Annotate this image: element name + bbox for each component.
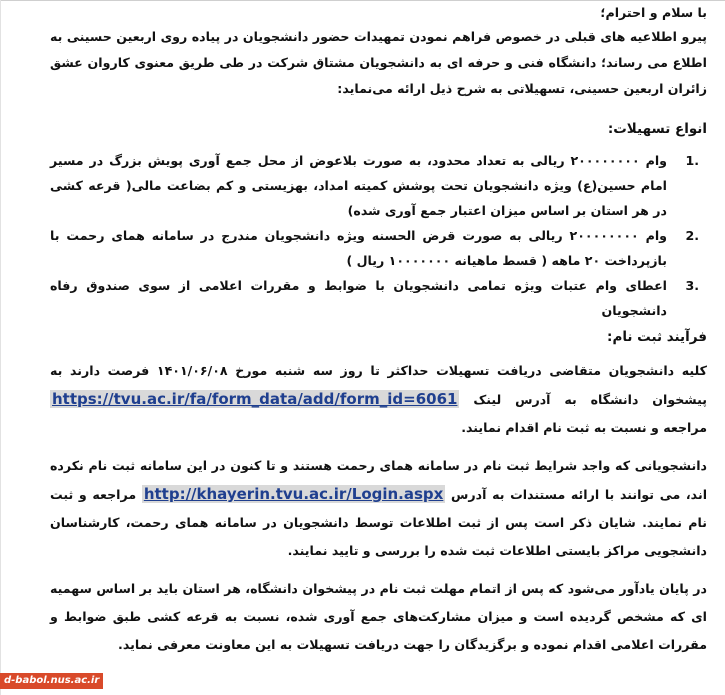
list-item-number: 3. xyxy=(685,278,699,293)
intro-paragraph: پیرو اطلاعیه های قبلی در خصوص فراهم نمودن تمهیدات حضور دانشجویان در پیاده روی اربعین حسینی به اطلاع می رساند؛ دانشگاه فنی و حرفه ای به دانشجویان مشتاق شرکت در طی طریق معنوی کاروان عشق زائران اربعین حسینی، تسهیلاتی به شرح ذیل ارائه می‌نماید: xyxy=(50,29,707,96)
khayerin-login-link[interactable]: http://khayerin.tvu.ac.ir/Login.aspx xyxy=(143,485,444,503)
facilities-list xyxy=(50,148,707,323)
list-item-text: اعطای وام عتبات ویژه تمامی دانشجویان با ضوابط و مقررات اعلامی از سوی صندوق رفاه دانشجویان xyxy=(50,278,667,318)
paragraph-text: دانشجویانی که واجد شرایط ثبت نام در سامانه همای رحمت هستند و تا کنون در این سامانه ثبت نام نکرده اند، می توانند با ارائه مستندات به آدرس xyxy=(50,458,708,502)
registration-heading: فرآیند ثبت نام: xyxy=(607,329,707,345)
paragraph-text: مراجعه و ثبت نام نمایند. شایان ذکر است پس از ثبت اطلاعات توسط دانشجویان در سامانه همای رحمت، کارشناسان دانشجویی مراکز بایستی اطلاعات ثبت شده را بررسی و تایید نمایند. xyxy=(50,487,707,558)
list-item-number: 1. xyxy=(685,153,699,168)
facilities-heading: انواع تسهیلات: xyxy=(607,121,707,137)
paragraph-text: مراجعه و نسبت به ثبت نام اقدام نمایند. xyxy=(461,420,707,435)
list-item-number: 2. xyxy=(685,228,699,243)
registration-paragraph-homaye-rahmat xyxy=(50,452,707,565)
list-item xyxy=(50,223,707,273)
list-item xyxy=(50,273,707,323)
paragraph-text: کلیه دانشجویان متقاضی دریافت تسهیلات حداکثر تا روز سه شنبه مورخ ۱۴۰۱/۰۶/۰۸ فرصت دارند به پیشخوان دانشگاه به آدرس لینک xyxy=(50,363,707,407)
registration-paragraph-closing: در پایان یادآور می‌شود که پس از اتمام مهلت ثبت نام در پیشخوان دانشگاه، هر استان باید بر اساس سهمیه ای که مشخص گردیده است و میزان مشارکت‌های جمع آوری شده، نسبت به قرعه کشی طبق ضوابط و مقررات اعلامی اقدام نموده و برگزیدگان را جهت دریافت تسهیلات به این معاونت معرفی نماید. xyxy=(50,581,707,652)
list-item-text: وام ۲۰۰۰۰۰۰۰۰ ریالی به تعداد محدود، به صورت بلاعوض از محل جمع آوری پویش بزرگ در مسیر امام حسین(ع) ویژه دانشجویان تحت پوشش کمیته امداد، بهزیستی و کم بضاعت مالی( قرعه کشی در هر استان بر اساس میزان اعتبار جمع آوری شده) xyxy=(50,153,667,218)
list-item-text: وام ۲۰۰۰۰۰۰۰۰ ریالی به صورت قرض الحسنه ویژه دانشجویان مندرج در سامانه همای رحمت با بازپرداخت ۲۰ ماهه ( قسط ماهیانه ۱۰۰۰۰۰۰۰ ریال ) xyxy=(50,228,667,268)
greeting-line: با سلام و احترام؛ xyxy=(600,5,707,20)
registration-paragraph-portal xyxy=(50,357,707,442)
list-item xyxy=(50,148,707,223)
portal-form-link[interactable]: https://tvu.ac.ir/fa/form_data/add/form_id=6061 xyxy=(52,390,458,408)
site-watermark: d-babol.nus.ac.ir xyxy=(0,673,103,689)
